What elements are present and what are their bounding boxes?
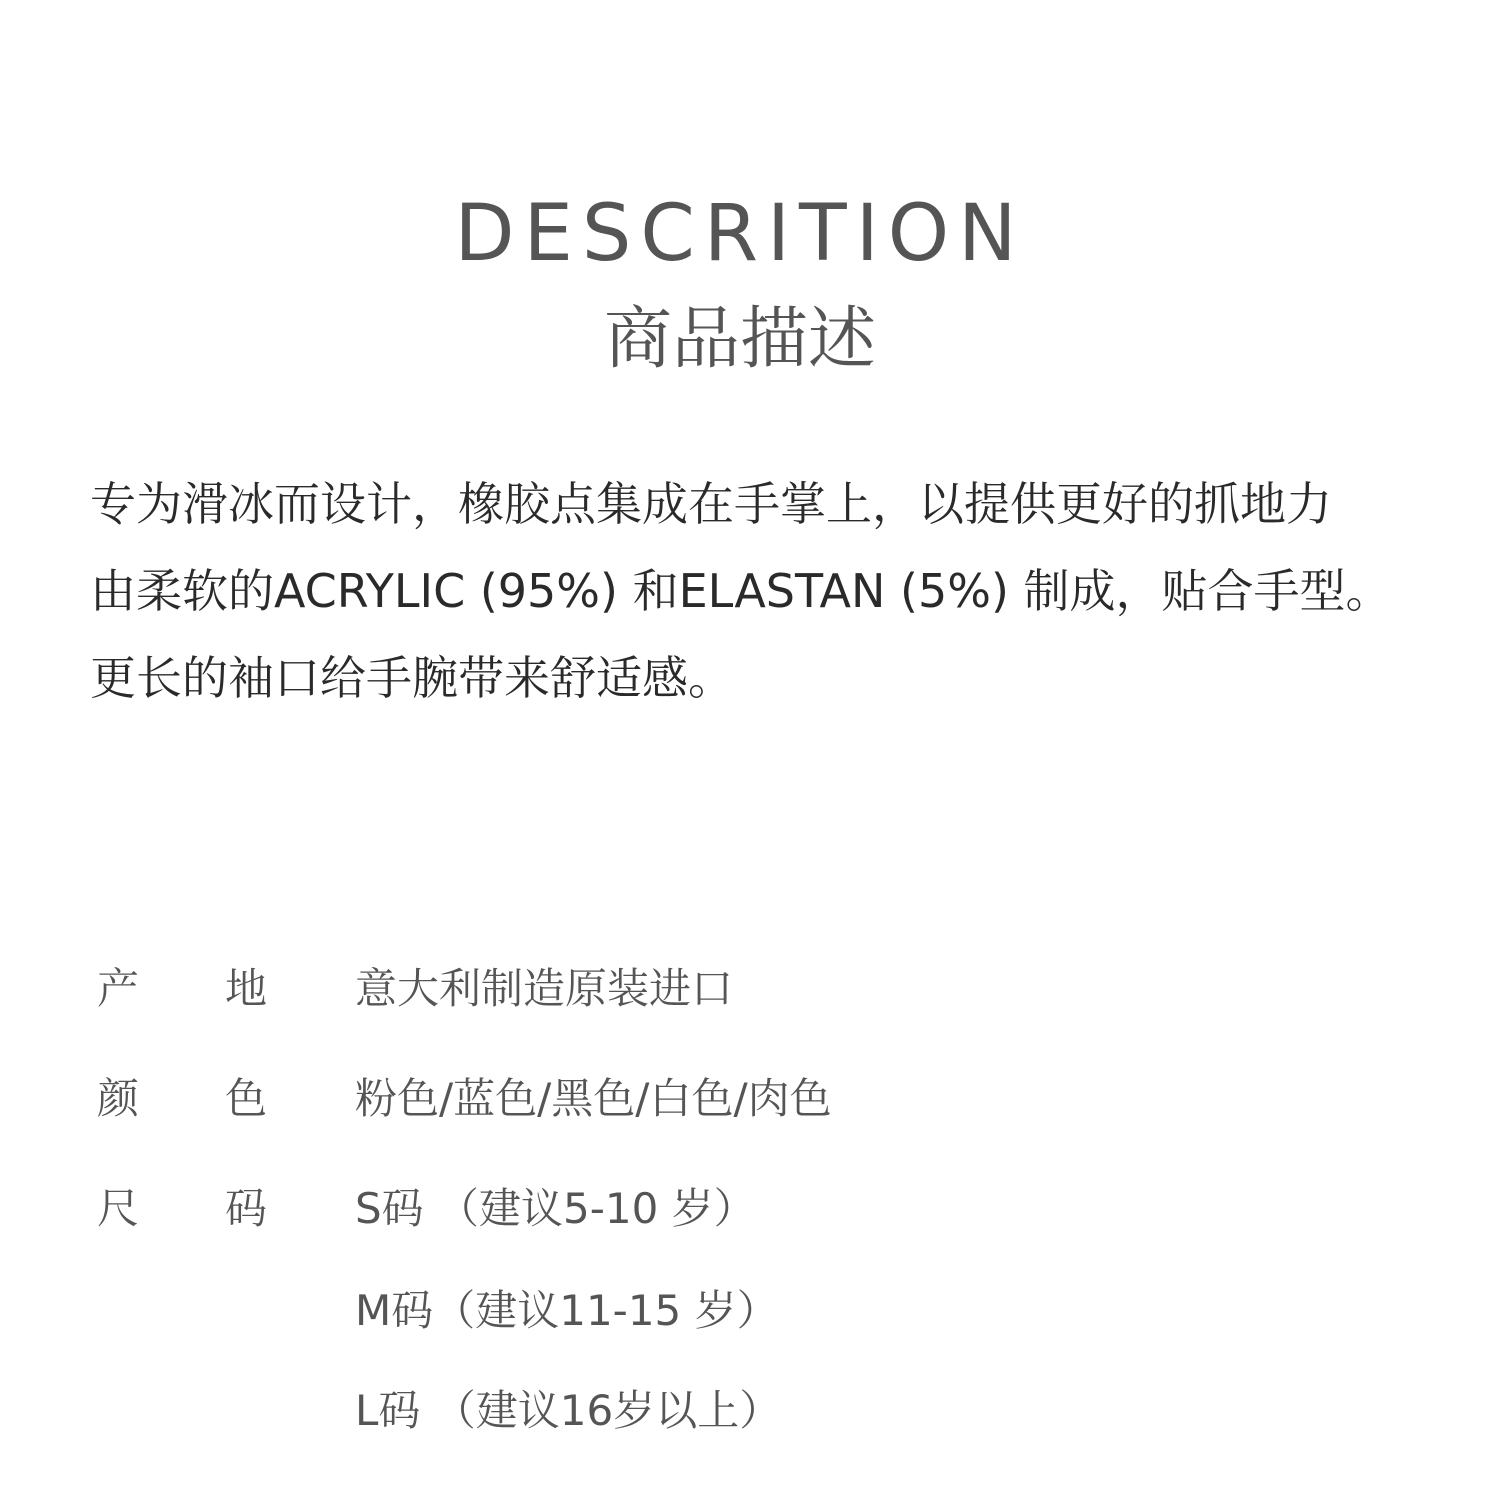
spec-value-size-l: L码 （建议16岁以上） (355, 1386, 782, 1435)
spec-label-origin (97, 964, 267, 1014)
spec-label-color-char-2: 色 (224, 1074, 267, 1123)
spec-value-size-s: S码 （建议5-10 岁） (355, 1184, 756, 1233)
spec-value-origin: 意大利制造原装进口 (355, 964, 734, 1013)
spec-value-color: 粉色/蓝色/黑色/白色/肉色 (355, 1074, 832, 1123)
spec-label-size (97, 1184, 267, 1234)
description-line-1: 专为滑冰而设计，橡胶点集成在手掌上，以提供更好的抓地力 (90, 477, 1332, 531)
spec-label-origin-char-2: 地 (224, 964, 267, 1013)
description-line-3: 更长的袖口给手腕带来舒适感。 (90, 651, 734, 705)
spec-label-color (97, 1074, 267, 1124)
spec-label-origin-char-1: 产 (97, 964, 140, 1013)
spec-label-size-char-1: 尺 (97, 1184, 140, 1233)
page-title-en: DESCRITION (454, 189, 1026, 279)
spec-label-color-char-1: 颜 (97, 1074, 140, 1123)
description-line-2: 由柔软的ACRYLIC (95%) 和ELASTAN (5%) 制成，贴合手型。 (90, 564, 1392, 618)
spec-label-size-char-2: 码 (224, 1184, 267, 1233)
spec-value-size-m: M码（建议11-15 岁） (355, 1286, 779, 1335)
page-title-zh: 商品描述 (603, 300, 876, 379)
